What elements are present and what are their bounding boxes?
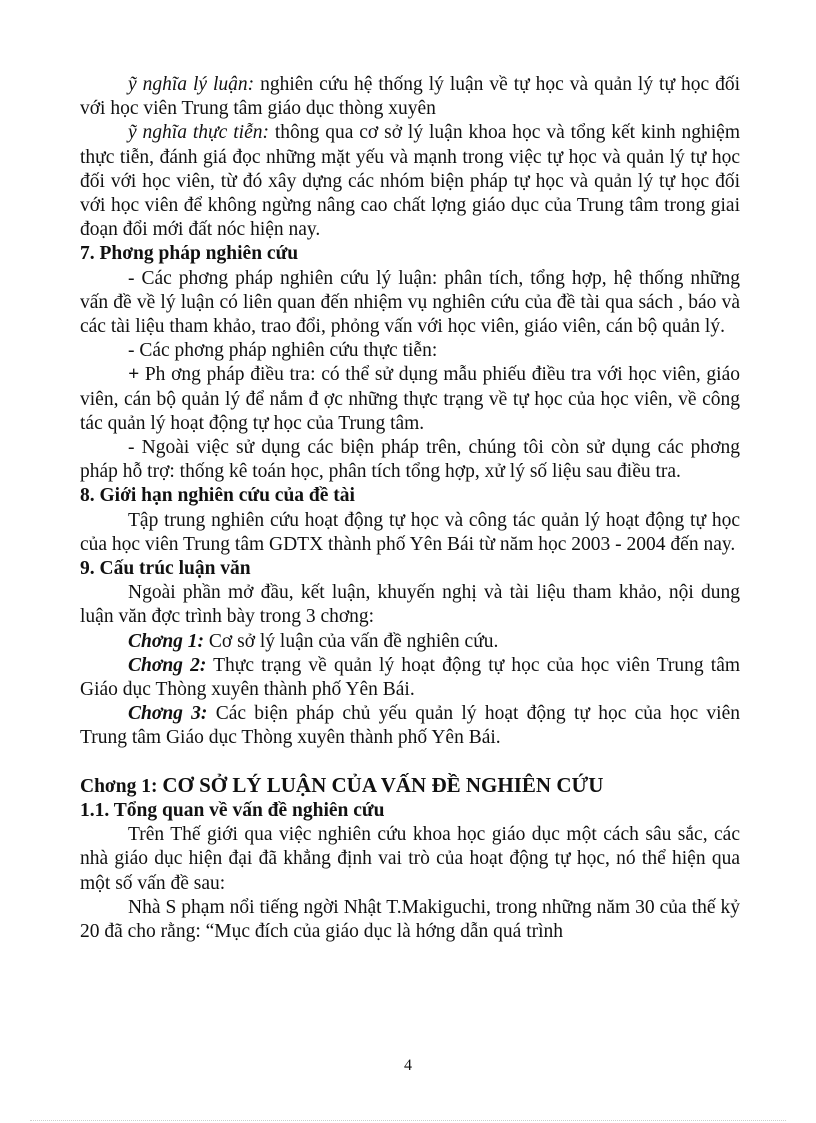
paragraph-text: 1.1. Tổng quan về vấn đề nghiên cứu bbox=[80, 799, 385, 821]
paragraph-text: Ngoài phần mở đầu, kết luận, khuyến nghị và tài liệu tham khảo, nội dung luận văn đợc trình bày trong 3 chơng: bbox=[80, 582, 740, 628]
paragraph bbox=[80, 509, 740, 557]
paragraph bbox=[80, 896, 740, 944]
paragraph-text: 7. Phơng pháp nghiên cứu bbox=[80, 243, 299, 265]
paragraph bbox=[80, 363, 740, 436]
paragraph-text: 9. Cấu trúc luận văn bbox=[80, 558, 251, 580]
paragraph-text: nghiên cứu hệ thống lý luận về tự học và quản lý tự học đối với học viên Trung tâm giáo dục thòng xuyên bbox=[80, 74, 740, 120]
paragraph-text: Thực trạng về quản lý hoạt động tự học của học viên Trung tâm Giáo dục Thòng xuyên thành phố Yên Bái. bbox=[80, 654, 741, 701]
paragraph-text: - Các phơng pháp nghiên cứu lý luận: phân tích, tổng hợp, hệ thống những vấn đề về lý luận có liên quan đến nhiệm vụ nghiên cứu của đề tài qua sách , báo và các tài liệu tham khảo, trao đổi, phỏng vấn với học viên, giáo viên, cán bộ quản lý. bbox=[80, 267, 740, 338]
chapter-heading bbox=[80, 773, 740, 799]
chapter-title: CƠ SỞ LÝ LUẬN CỦA VẤN ĐỀ NGHIÊN CỨU bbox=[162, 772, 604, 797]
paragraph-label: Chơng 1: bbox=[128, 630, 205, 652]
paragraph-label: Chơng 3: bbox=[128, 703, 208, 725]
document-page bbox=[80, 73, 740, 944]
paragraph bbox=[80, 654, 740, 702]
section-heading bbox=[80, 242, 740, 266]
page-number: 4 bbox=[404, 1057, 412, 1074]
paragraph-label: ỹ nghĩa thực tiễn: bbox=[128, 122, 269, 144]
footer-dotted-line bbox=[30, 1120, 786, 1121]
paragraph bbox=[80, 630, 740, 654]
paragraph bbox=[80, 339, 740, 363]
paragraph-label: + bbox=[128, 364, 140, 386]
paragraph-text: Cơ sở lý luận của vấn đề nghiên cứu. bbox=[204, 630, 499, 652]
paragraph-text: Tập trung nghiên cứu hoạt động tự học và công tác quản lý hoạt động tự học của học viên Trung tâm GDTX thành phố Yên Bái từ năm học 2003 - 2004 đến nay. bbox=[80, 509, 740, 555]
section-heading bbox=[80, 799, 740, 823]
chapter-body-section bbox=[80, 799, 740, 944]
paragraph bbox=[80, 581, 740, 629]
paragraph bbox=[80, 267, 740, 340]
paragraph-text: - Ngoài việc sử dụng các biện pháp trên, chúng tôi còn sử dụng các phơng pháp hỗ trợ: thống kê toán học, phân tích tổng hợp, xử lý số liệu sau điều tra. bbox=[80, 437, 740, 483]
paragraph-text: - Các phơng pháp nghiên cứu thực tiễn: bbox=[128, 340, 438, 362]
paragraph-label: ỹ nghĩa lý luận: bbox=[128, 74, 255, 95]
paragraph-text: Ph ơng pháp điều tra: có thể sử dụng mẫu phiếu điều tra với học viên, giáo viên, cán bộ quản lý để nắm đ ợc những thực trạng về tự học của học viên, về công tác quản lý hoạt động tự học của Trung tâm. bbox=[80, 364, 740, 434]
paragraph-text: Các biện pháp chủ yếu quản lý hoạt động tự học của học viên Trung tâm Giáo dục Thòng xuyên thành phố Yên Bái. bbox=[80, 703, 740, 749]
chapter-prefix: Chơng 1: bbox=[80, 775, 163, 797]
paragraph bbox=[80, 823, 740, 896]
paragraph-text: Nhà S phạm nổi tiếng ngời Nhật T.Makiguchi, trong những năm 30 của thế kỷ 20 đã cho rằng: “Mục đích của giáo dục là hớng dẫn quá trình bbox=[80, 896, 740, 942]
body-text-section bbox=[80, 73, 740, 751]
paragraph bbox=[80, 702, 740, 750]
paragraph bbox=[80, 436, 740, 484]
section-heading bbox=[80, 557, 740, 581]
paragraph bbox=[80, 73, 740, 121]
paragraph-text: thông qua cơ sở lý luận khoa học và tổng kết kinh nghiệm thực tiễn, đánh giá đọc những mặt yếu và mạnh trong việc tự học và quản lý tự học đối với học viên, từ đó xây dựng các nhóm biện pháp tự học và quản lý tự học đối với học viên để không ngừng nâng cao chất lợng giáo dục của Trung tâm trong giai đoạn đổi mới đất nóc hiện nay. bbox=[80, 122, 741, 241]
section-heading bbox=[80, 484, 740, 508]
paragraph-label: Chơng 2: bbox=[128, 654, 207, 676]
paragraph bbox=[80, 121, 740, 242]
paragraph-text: Trên Thế giới qua việc nghiên cứu khoa học giáo dục một cách sâu sắc, các nhà giáo dục hiện đại đã khẳng định vai trò của hoạt động tự học, nó thể hiện qua một số vấn đề sau: bbox=[80, 824, 740, 894]
paragraph-text: 8. Giới hạn nghiên cứu của đề tài bbox=[80, 485, 355, 507]
